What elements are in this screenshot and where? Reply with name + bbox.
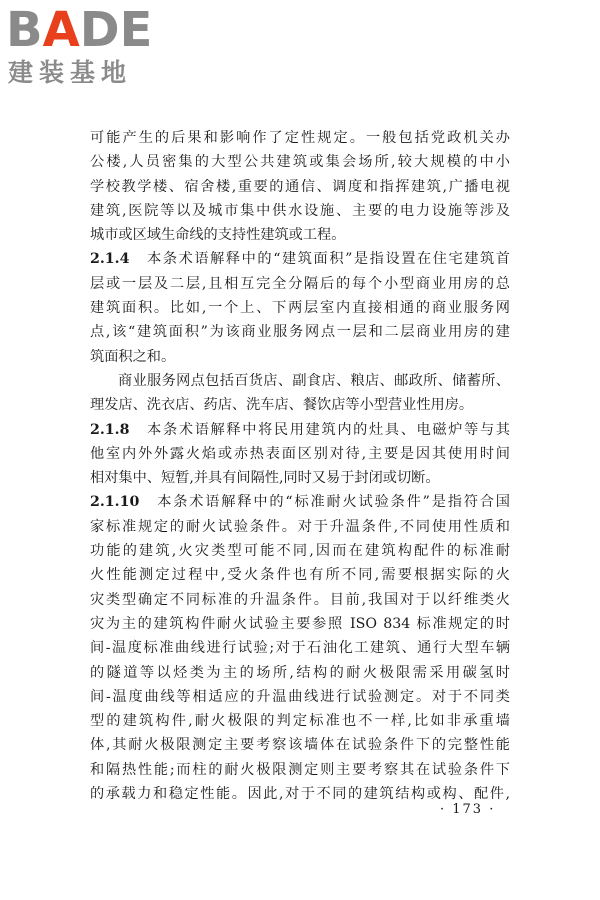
clause-number: 2.1.4: [90, 251, 130, 268]
clause-2-1-4-first-line: [90, 247, 510, 271]
text-line: 的隧道等以烃类为主的场所,结构的耐火极限需采用碳氢时: [90, 664, 510, 681]
clause-text: 本条术语解释中的“标准耐火试验条件”是指符合国: [155, 494, 510, 511]
page-body: [90, 126, 510, 806]
text-line: 他室内外外露火焰或赤热表面区别对待,主要是因其使用时间: [90, 445, 510, 462]
text-line: 建筑面积。比如,一个上、下两层室内直接相通的商业服务网: [90, 300, 510, 317]
text-line: 城市或区域生命线的支持性建筑或工程。: [90, 227, 346, 244]
page-number: · 173 ·: [440, 802, 496, 817]
text-line: 灾为主的建筑构件耐火试验主要参照 ISO 834 标准规定的时: [90, 615, 510, 632]
text-line: 相对集中、短暂,并具有间隔性,同时又易于封闭或切断。: [90, 470, 440, 487]
clause-number: 2.1.8: [90, 421, 130, 438]
text-line: 点,该“建筑面积”为该商业服务网点一层和二层商业用房的建: [90, 324, 510, 341]
text-line: 火性能测定过程中,受火条件也有所不同,需要根据实际的火: [90, 567, 510, 584]
text-line: 型的建筑构件,耐火极限的判定标准也不一样,比如非承重墙: [90, 713, 510, 730]
text-line: 理发店、洗衣店、药店、洗车店、餐饮店等小型营业性用房。: [90, 397, 474, 414]
text-line: 学校教学楼、宿舍楼,重要的通信、调度和指挥建筑,广播电视: [90, 178, 510, 195]
text-line: 功能的建筑,火灾类型可能不同,因而在建筑构配件的标准耐: [90, 543, 510, 560]
text-line: 筑面积之和。: [90, 348, 176, 365]
clause-text: 本条术语解释中的“建筑面积”是指设置在住宅建筑首: [145, 251, 510, 268]
text-line: 家标准规定的耐火试验条件。对于升温条件,不同使用性质和: [90, 518, 510, 535]
logo-wordmark: BADE: [6, 2, 153, 58]
text-line: 可能产生的后果和影响作了定性规定。一般包括党政机关办: [90, 130, 510, 146]
text-line: 商业服务网点包括百货店、副食店、粮店、邮政所、储蓄所、: [118, 372, 510, 389]
text-line: 间-温度标准曲线进行试验;对于石油化工建筑、通行大型车辆: [90, 640, 510, 657]
bade-logo: [6, 4, 176, 94]
logo-subtitle: 建装基地: [8, 58, 133, 87]
clause-2-1-10-first-line: [90, 490, 510, 514]
text-line: 层或一层及二层,且相互完全分隔后的每个小型商业用房的总: [90, 275, 510, 292]
text-line: 和隔热性能;而柱的耐火极限测定则主要考察其在试验条件下: [90, 761, 510, 778]
clause-number: 2.1.10: [90, 494, 140, 511]
text-line: 间-温度曲线等相适应的升温曲线进行试验测定。对于不同类: [90, 688, 510, 705]
text-line: 灾类型确定不同标准的升温条件。目前,我国对于以纤维类火: [90, 591, 510, 608]
text-line: 公楼,人员密集的大型公共建筑或集会场所,较大规模的中小: [90, 154, 510, 171]
text-line: 建筑,医院等以及城市集中供水设施、主要的电力设施等涉及: [90, 202, 510, 219]
clause-text: 本条术语解释中将民用建筑内的灶具、电磁炉等与其: [145, 421, 510, 438]
text-line: 体,其耐火极限测定主要考察该墙体在试验条件下的完整性能: [90, 737, 510, 754]
clause-2-1-8-first-line: [90, 418, 510, 442]
text-line: 的承载力和稳定性能。因此,对于不同的建筑结构或构、配件,: [90, 786, 510, 803]
